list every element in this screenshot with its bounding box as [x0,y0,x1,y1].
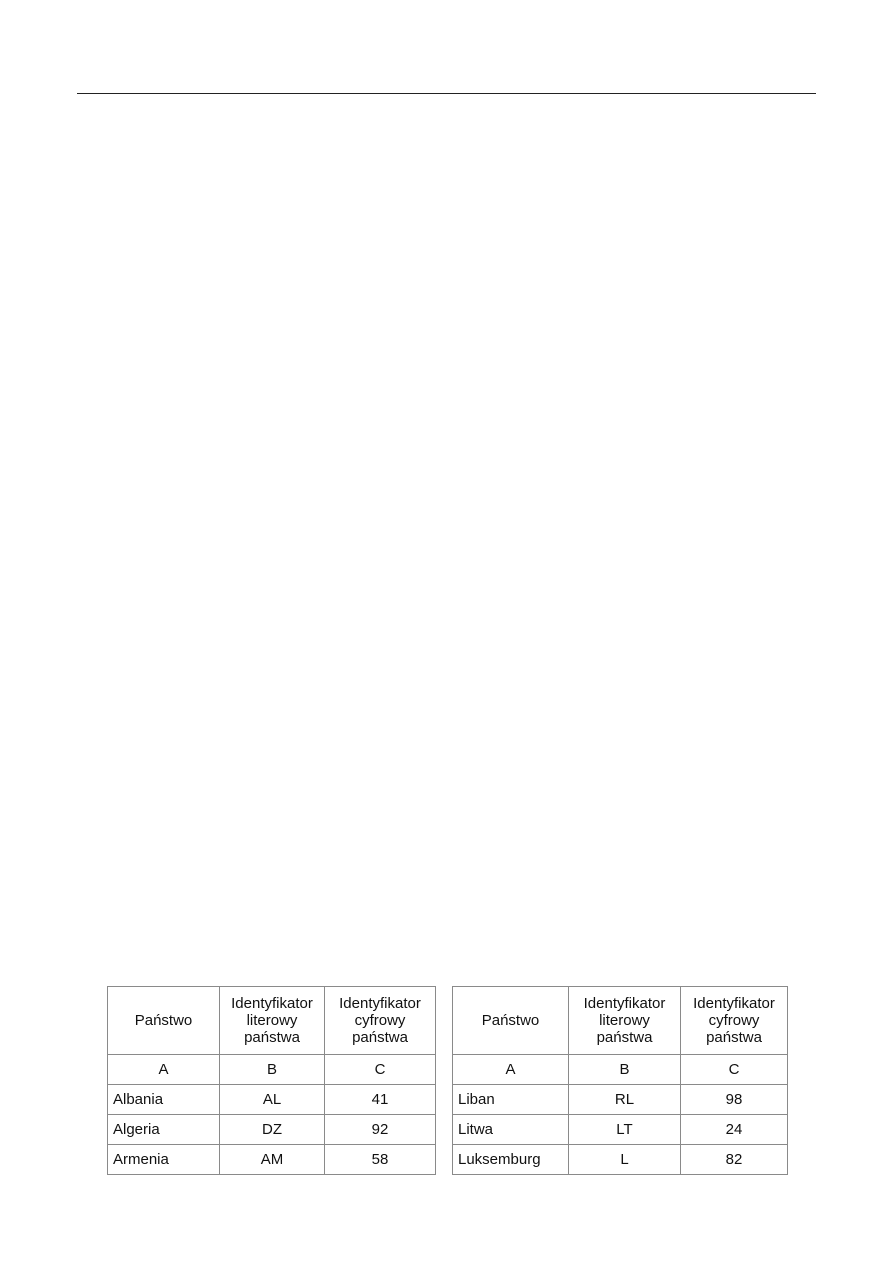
table-row [453,1115,788,1145]
column-letter-row [108,1055,436,1085]
header-row [453,987,788,1055]
numeric-code: 24 [681,1115,788,1145]
header-row [108,987,436,1055]
letter-code: AM [220,1145,325,1175]
country-name: Liban [453,1085,569,1115]
letter-code: AL [220,1085,325,1115]
column-letter-row [453,1055,788,1085]
numeric-code: 41 [325,1085,436,1115]
header-rule [77,93,816,94]
letter-code: DZ [220,1115,325,1145]
column-letter: C [681,1055,788,1085]
numeric-code: 92 [325,1115,436,1145]
country-name: Algeria [108,1115,220,1145]
table-row [453,1145,788,1175]
numeric-code: 58 [325,1145,436,1175]
header-country: Państwo [108,987,220,1055]
column-letter: B [220,1055,325,1085]
header-letter-id: Identyfikator literowy państwa [569,987,681,1055]
table-row [453,1085,788,1115]
country-name: Litwa [453,1115,569,1145]
table-row [108,1085,436,1115]
numeric-code: 82 [681,1145,788,1175]
header-numeric-id: Identyfikator cyfrowy państwa [681,987,788,1055]
country-name: Albania [108,1085,220,1115]
header-numeric-id: Identyfikator cyfrowy państwa [325,987,436,1055]
table-row [108,1115,436,1145]
country-name: Armenia [108,1145,220,1175]
country-codes-table-left [107,986,436,1175]
column-letter: C [325,1055,436,1085]
letter-code: LT [569,1115,681,1145]
column-letter: B [569,1055,681,1085]
country-name: Luksemburg [453,1145,569,1175]
numeric-code: 98 [681,1085,788,1115]
column-letter: A [108,1055,220,1085]
country-codes-table-right [452,986,788,1175]
header-letter-id: Identyfikator literowy państwa [220,987,325,1055]
table-row [108,1145,436,1175]
letter-code: RL [569,1085,681,1115]
letter-code: L [569,1145,681,1175]
column-letter: A [453,1055,569,1085]
header-country: Państwo [453,987,569,1055]
